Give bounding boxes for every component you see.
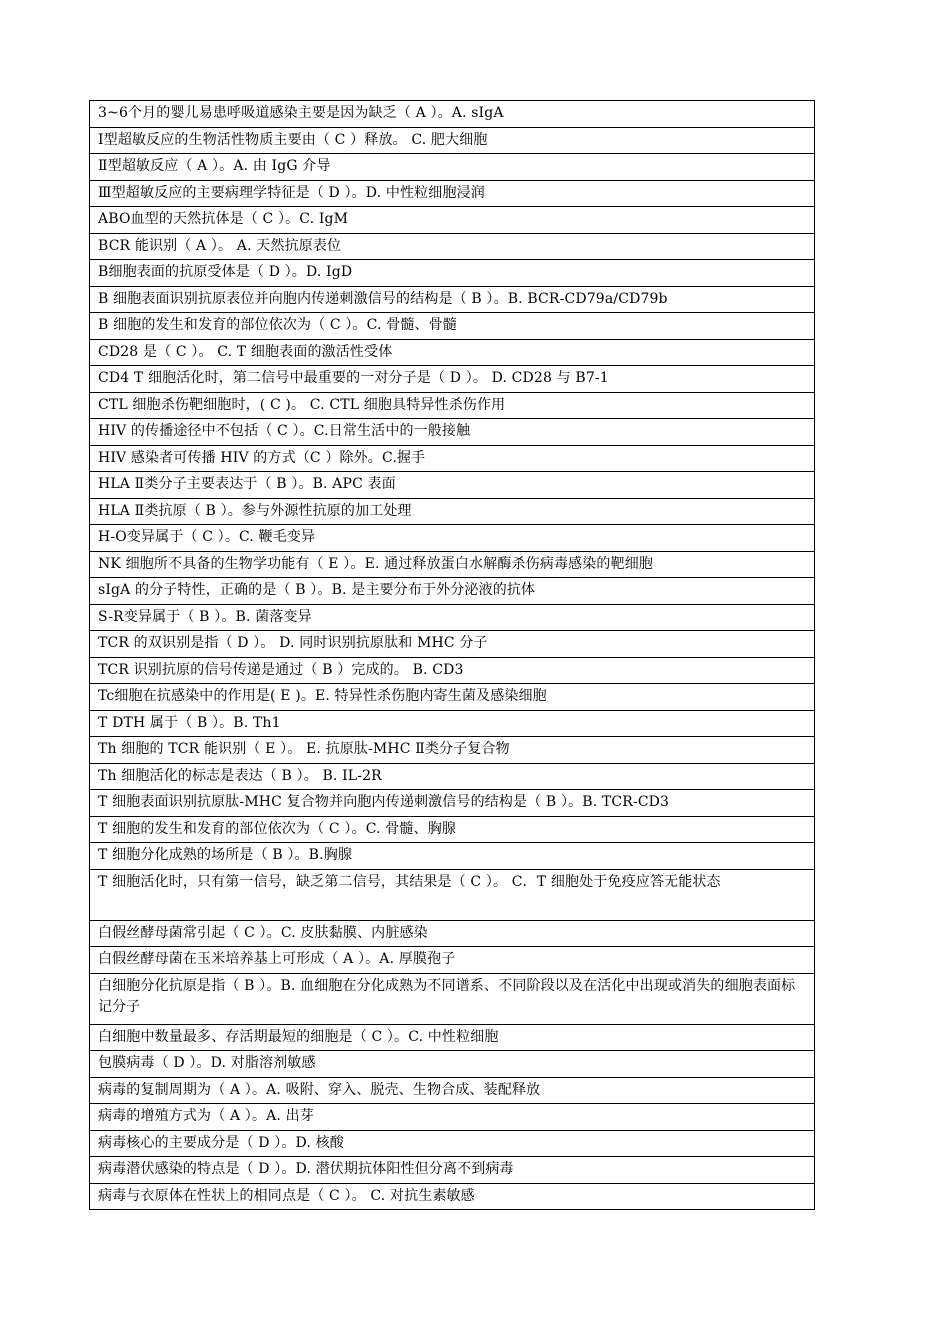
table-row bbox=[90, 127, 815, 154]
question-cell: Ⅰ型超敏反应的生物活性物质主要由（ C ）释放。 C. 肥大细胞 bbox=[90, 127, 815, 154]
table-row bbox=[90, 286, 815, 313]
table-row bbox=[90, 498, 815, 525]
table-row bbox=[90, 392, 815, 419]
table-row bbox=[90, 472, 815, 499]
table-row bbox=[90, 1051, 815, 1078]
table-row bbox=[90, 790, 815, 817]
question-cell: Th 细胞活化的标志是表达（ B ）。 B. IL-2R bbox=[90, 763, 815, 790]
question-cell: T 细胞的发生和发育的部位依次为（ C ）。C. 骨髓、胸腺 bbox=[90, 816, 815, 843]
table-row bbox=[90, 1130, 815, 1157]
table-row bbox=[90, 816, 815, 843]
table-row bbox=[90, 1157, 815, 1184]
question-cell: B 细胞的发生和发育的部位依次为（ C ）。C. 骨髓、骨髓 bbox=[90, 313, 815, 340]
table-row bbox=[90, 313, 815, 340]
table-row bbox=[90, 101, 815, 128]
question-cell: NK 细胞所不具备的生物学功能有（ E ）。E. 通过释放蛋白水解酶杀伤病毒感染的靶细胞 bbox=[90, 551, 815, 578]
question-cell: sIgA 的分子特性，正确的是（ B ）。B. 是主要分布于外分泌液的抗体 bbox=[90, 578, 815, 605]
question-cell: Ⅲ型超敏反应的主要病理学特征是（ D ）。D. 中性粒细胞浸润 bbox=[90, 180, 815, 207]
question-cell: 3~6个月的婴儿易患呼吸道感染主要是因为缺乏（ A ）。A. sIgA bbox=[90, 101, 815, 128]
table-row bbox=[90, 763, 815, 790]
question-cell: CD28 是（ C ）。 C. T 细胞表面的激活性受体 bbox=[90, 339, 815, 366]
table-row bbox=[90, 604, 815, 631]
question-cell: T 细胞表面识别抗原肽-MHC 复合物并向胞内传递刺激信号的结构是（ B ）。B. TCR-CD3 bbox=[90, 790, 815, 817]
question-cell: 病毒的复制周期为（ A ）。A. 吸附、穿入、脱壳、生物合成、装配释放 bbox=[90, 1077, 815, 1104]
table-row bbox=[90, 737, 815, 764]
question-cell: B细胞表面的抗原受体是（ D ）。D. IgD bbox=[90, 260, 815, 287]
question-cell: TCR 的双识别是指（ D ）。 D. 同时识别抗原肽和 MHC 分子 bbox=[90, 631, 815, 658]
question-table-body bbox=[90, 101, 815, 1210]
question-cell: S-R变异属于（ B ）。B. 菌落变异 bbox=[90, 604, 815, 631]
question-cell: HLA Ⅱ类抗原（ B ）。参与外源性抗原的加工处理 bbox=[90, 498, 815, 525]
table-row bbox=[90, 843, 815, 870]
table-row bbox=[90, 710, 815, 737]
question-cell: 白假丝酵母菌在玉米培养基上可形成（ A ）。A. 厚膜孢子 bbox=[90, 947, 815, 974]
table-row bbox=[90, 578, 815, 605]
table-row bbox=[90, 1104, 815, 1131]
question-cell: TCR 识别抗原的信号传递是通过（ B ）完成的。 B. CD3 bbox=[90, 657, 815, 684]
table-row bbox=[90, 445, 815, 472]
question-cell: 包膜病毒（ D ）。D. 对脂溶剂敏感 bbox=[90, 1051, 815, 1078]
table-row bbox=[90, 920, 815, 947]
question-cell: H-O变异属于（ C ）。C. 鞭毛变异 bbox=[90, 525, 815, 552]
table-row bbox=[90, 1183, 815, 1210]
question-cell: T 细胞活化时，只有第一信号，缺乏第二信号，其结果是（ C ）。 C．T 细胞处于免疫应答无能状态 bbox=[90, 869, 815, 920]
table-row bbox=[90, 947, 815, 974]
question-cell: Ⅱ型超敏反应（ A ）。A. 由 IgG 介导 bbox=[90, 154, 815, 181]
question-cell: HLA Ⅱ类分子主要表达于（ B ）。B. APC 表面 bbox=[90, 472, 815, 499]
table-row bbox=[90, 419, 815, 446]
table-row bbox=[90, 339, 815, 366]
question-cell: T DTH 属于（ B ）。B. Th1 bbox=[90, 710, 815, 737]
table-row bbox=[90, 657, 815, 684]
table-row bbox=[90, 233, 815, 260]
question-cell: CTL 细胞杀伤靶细胞时，( C )。 C. CTL 细胞具特异性杀伤作用 bbox=[90, 392, 815, 419]
question-cell: HIV 感染者可传播 HIV 的方式（C ）除外。C.握手 bbox=[90, 445, 815, 472]
question-cell: 白细胞中数量最多、存活期最短的细胞是（ C ）。C. 中性粒细胞 bbox=[90, 1024, 815, 1051]
table-row bbox=[90, 551, 815, 578]
table-row bbox=[90, 684, 815, 711]
question-cell: 白假丝酵母菌常引起（ C ）。C. 皮肤黏膜、内脏感染 bbox=[90, 920, 815, 947]
question-cell: T 细胞分化成熟的场所是（ B ）。B.胸腺 bbox=[90, 843, 815, 870]
table-row bbox=[90, 525, 815, 552]
table-row bbox=[90, 973, 815, 1024]
question-cell: 病毒潜伏感染的特点是（ D ）。D. 潜伏期抗体阳性但分离不到病毒 bbox=[90, 1157, 815, 1184]
question-cell: Th 细胞的 TCR 能识别（ E ）。 E. 抗原肽-MHC Ⅱ类分子复合物 bbox=[90, 737, 815, 764]
question-table bbox=[89, 100, 815, 1210]
table-row bbox=[90, 1024, 815, 1051]
question-cell: 病毒核心的主要成分是（ D ）。D. 核酸 bbox=[90, 1130, 815, 1157]
table-row bbox=[90, 869, 815, 920]
question-cell: ABO血型的天然抗体是（ C ）。C. IgM bbox=[90, 207, 815, 234]
table-row bbox=[90, 154, 815, 181]
question-cell: 病毒与衣原体在性状上的相同点是（ C ）。 C. 对抗生素敏感 bbox=[90, 1183, 815, 1210]
table-row bbox=[90, 631, 815, 658]
table-row bbox=[90, 1077, 815, 1104]
question-cell: 病毒的增殖方式为（ A ）。A. 出芽 bbox=[90, 1104, 815, 1131]
question-cell: B 细胞表面识别抗原表位并向胞内传递刺激信号的结构是（ B ）。B. BCR-CD79a/CD79b bbox=[90, 286, 815, 313]
table-row bbox=[90, 260, 815, 287]
question-cell: Tc细胞在抗感染中的作用是( E )。E. 特异性杀伤胞内寄生菌及感染细胞 bbox=[90, 684, 815, 711]
question-cell: BCR 能识别（ A ）。 A. 天然抗原表位 bbox=[90, 233, 815, 260]
question-cell: 白细胞分化抗原是指（ B ）。B. 血细胞在分化成熟为不同谱系、不同阶段以及在活化中出现或消失的细胞表面标记分子 bbox=[90, 973, 815, 1024]
question-cell: HIV 的传播途径中不包括（ C ）。C.日常生活中的一般接触 bbox=[90, 419, 815, 446]
question-cell: CD4 T 细胞活化时，第二信号中最重要的一对分子是（ D ）。 D. CD28 与 B7-1 bbox=[90, 366, 815, 393]
table-row bbox=[90, 207, 815, 234]
table-row bbox=[90, 180, 815, 207]
table-row bbox=[90, 366, 815, 393]
